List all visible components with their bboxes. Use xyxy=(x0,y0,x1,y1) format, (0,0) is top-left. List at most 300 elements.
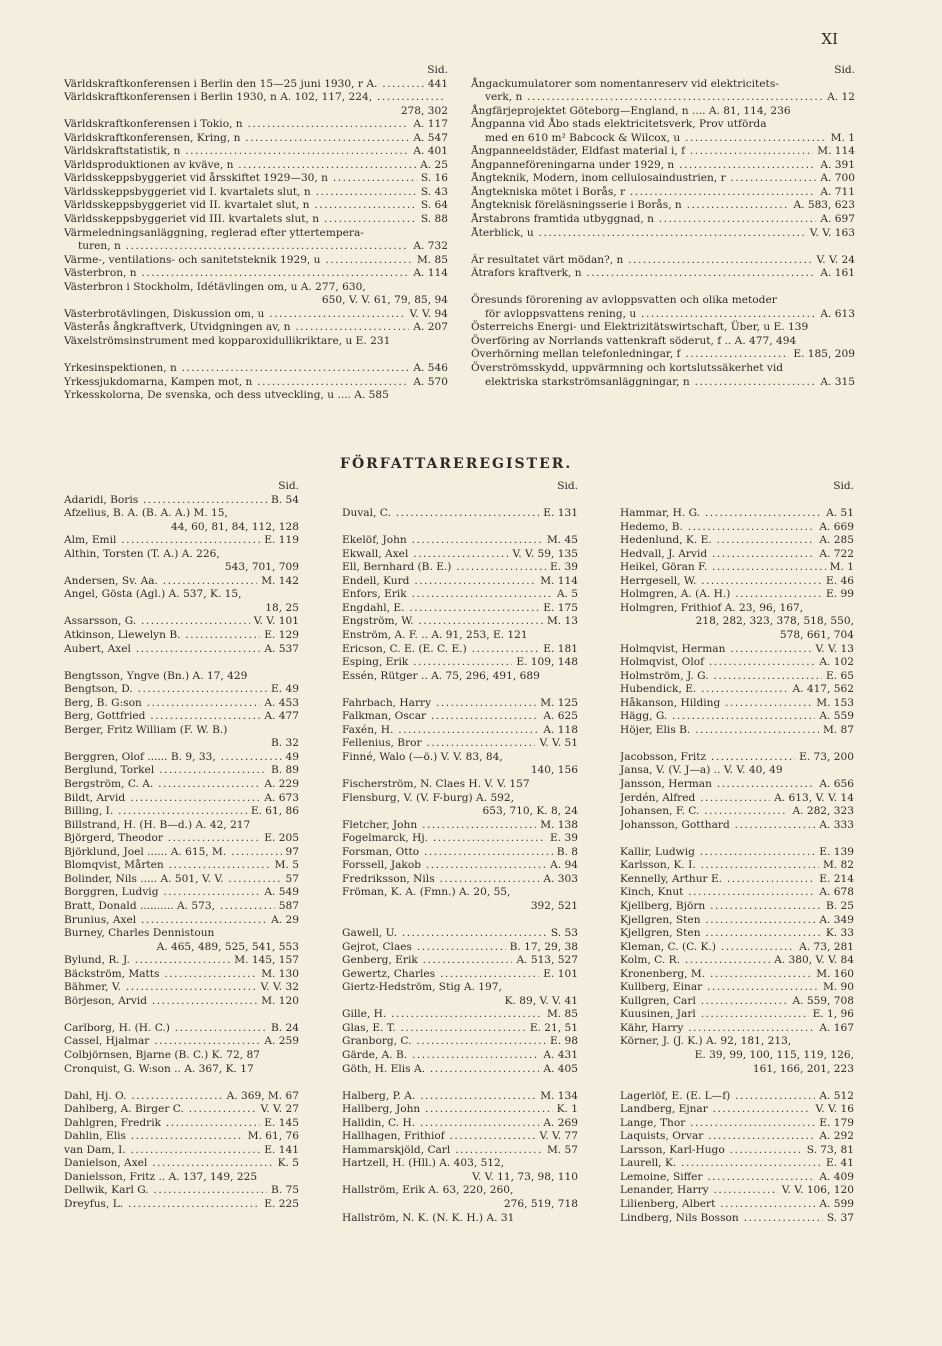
index-entry xyxy=(64,118,448,132)
page-reference: E. 145 xyxy=(264,1116,299,1129)
index-entry: Angel, Gösta (Agl.) A. 537, K. 15, xyxy=(64,588,242,601)
entry-text: Värme-, ventilations- och sanitetsteknik 1929, u ..... xyxy=(64,254,413,268)
page-reference: M. 114 xyxy=(540,574,578,587)
entry-text: Dahlgren, Fredrik ..... xyxy=(64,1117,260,1131)
page-reference: M. 138 xyxy=(540,818,578,831)
index-entry xyxy=(620,751,854,765)
entry-text: Enfors, Erik ..... xyxy=(342,588,553,602)
index-entry xyxy=(342,534,578,548)
page-reference: A. 315 xyxy=(820,375,855,388)
sid-header: Sid. xyxy=(833,480,854,492)
page-reference: M. 85 xyxy=(546,1008,578,1021)
spacer xyxy=(342,1076,578,1090)
entry-text: Kjellgren, Sten ..... xyxy=(620,914,815,928)
page-reference: S. 16 xyxy=(420,172,448,185)
entry-continuation: K. 89, V. V. 41 xyxy=(504,994,578,1007)
index-entry xyxy=(64,805,299,819)
entry-text: Gejrot, Claes ..... xyxy=(342,941,506,955)
entry-text: Forsman, Otto ..... xyxy=(342,846,553,860)
page-reference: 587 xyxy=(278,899,299,912)
entry-text: Falkman, Oscar ..... xyxy=(342,710,539,724)
index-entry xyxy=(342,697,578,711)
index-entry xyxy=(471,254,855,268)
index-entry xyxy=(342,1130,578,1144)
entry-text: Västerbron, n ..... xyxy=(64,267,409,281)
page-reference: A. 669 xyxy=(819,520,854,533)
entry-continuation: 218, 282, 323, 378, 518, 550, xyxy=(695,615,854,628)
entry-text: Lemoine, Siffer ..... xyxy=(620,1171,815,1185)
entry-text: Faxén, H. ..... xyxy=(342,724,539,738)
entry-text: Är resultatet värt mödan?, n ..... xyxy=(471,254,812,268)
page-reference: A. 431 xyxy=(543,1048,578,1061)
index-entry xyxy=(620,548,854,562)
index-entry xyxy=(620,1022,854,1036)
entry-text: Bratt, Donald .......... A. 573, ..... xyxy=(64,900,275,914)
entry-text: Holmström, J. G. ..... xyxy=(620,670,822,684)
entry-text: Endell, Kurd ..... xyxy=(342,575,536,589)
page-reference: V. V. 94 xyxy=(409,307,448,320)
entry-text: Glas, E. T. ..... xyxy=(342,1022,526,1036)
page-reference: A. 12 xyxy=(827,91,855,104)
index-entry: Flensburg, V. (V. F-burg) A. 592, xyxy=(342,791,515,804)
spacer xyxy=(64,1008,299,1022)
page-reference: E. 139 xyxy=(819,845,854,858)
index-entry xyxy=(64,643,299,657)
index-entry xyxy=(620,588,854,602)
index-entry xyxy=(620,724,854,738)
page-reference: E. 101 xyxy=(543,967,578,980)
entry-text: Göth, H. Elis A. ..... xyxy=(342,1063,539,1077)
page-reference: B. 89 xyxy=(271,764,299,777)
entry-list xyxy=(471,78,855,390)
index-entry: Jansa, V. (V. J—a) .. V. V. 40, 49 xyxy=(620,764,783,777)
page-reference: E. 41 xyxy=(826,1157,854,1170)
index-entry xyxy=(64,362,448,376)
spacer xyxy=(471,240,855,254)
page-reference: A. 207 xyxy=(413,321,448,334)
entry-text: Hedemo, B. ..... xyxy=(620,521,815,535)
entry-text: Världsskeppsbyggeriet vid årsskiftet 1929—30, n ..... xyxy=(64,172,417,186)
entry-text: Kennelly, Arthur E. ..... xyxy=(620,873,815,887)
index-entry: Hallström, N. K. (N. K. H.) A. 31 xyxy=(342,1211,515,1224)
index-entry xyxy=(64,575,299,589)
entry-text: Kjellgren, Sten ..... xyxy=(620,927,822,941)
index-entry xyxy=(471,376,855,390)
entry-text: för avloppsvattens rening, u ..... xyxy=(485,308,816,322)
index-entry xyxy=(471,91,855,105)
index-entry: Essén, Rütger .. A. 75, 296, 491, 689 xyxy=(342,669,540,682)
page-reference: A. 391 xyxy=(820,158,855,171)
index-entry xyxy=(342,602,578,616)
page-reference: A. 570 xyxy=(413,375,448,388)
entry-text: Världskraftkonferensen i Tokio, n ..... xyxy=(64,118,409,132)
index-entry: Värmeledningsanläggning, reglerad efter yttertempera- xyxy=(64,226,364,239)
page-reference: A. 417, 562 xyxy=(792,683,854,696)
entry-text: Kronenberg, M. ..... xyxy=(620,968,812,982)
page-reference: M. 125 xyxy=(540,696,578,709)
page-reference: A. 613 xyxy=(820,307,855,320)
entry-text: Borggren, Ludvig ..... xyxy=(64,886,260,900)
spacer xyxy=(342,914,578,928)
page-reference: A. 114 xyxy=(413,267,448,280)
subject-index-right-column xyxy=(471,64,855,389)
page-reference: S. 37 xyxy=(826,1211,854,1224)
entry-text: Gewertz, Charles ..... xyxy=(342,968,539,982)
page-reference: A. 401 xyxy=(413,145,448,158)
page-reference: M. 82 xyxy=(822,859,854,872)
page-reference: A. 409 xyxy=(819,1170,854,1183)
index-entry xyxy=(64,172,448,186)
page-reference: A. 229 xyxy=(264,778,299,791)
index-entry xyxy=(64,159,448,173)
index-entry xyxy=(64,494,299,508)
page-reference: A. 303 xyxy=(543,872,578,885)
index-entry: Afzelius, B. A. (B. A. A.) M. 15, xyxy=(64,507,228,520)
page-reference: S. 64 xyxy=(420,199,448,212)
entry-text: Herrgesell, W. ..... xyxy=(620,575,822,589)
index-entry: Ångpanna vid Åbo stads elektricitetsverk, Prov utförda xyxy=(471,118,767,131)
index-entry xyxy=(620,941,854,955)
page-reference: M. 57 xyxy=(546,1143,578,1156)
index-entry xyxy=(342,1049,578,1063)
entry-text: Ångpanneföreningarna under 1929, n ..... xyxy=(471,159,816,173)
entry-text: Bähmer, V. ..... xyxy=(64,981,256,995)
spacer xyxy=(64,656,299,670)
index-entry xyxy=(64,186,448,200)
page-reference: V. V. 27 xyxy=(260,1103,299,1116)
index-entry xyxy=(64,1198,299,1212)
spacer xyxy=(64,348,448,362)
page-reference: A. 512 xyxy=(819,1089,854,1102)
entry-text: Johansson, Gotthard ..... xyxy=(620,819,815,833)
entry-continuation: 276, 519, 718 xyxy=(503,1197,578,1210)
index-entry xyxy=(620,968,854,982)
index-entry xyxy=(64,778,299,792)
index-entry xyxy=(64,859,299,873)
entry-text: Duval, C. ..... xyxy=(342,507,539,521)
entry-text: Ångtekniska mötet i Borås, r ..... xyxy=(471,186,816,200)
index-entry: Öresunds förorening av avloppsvatten och olika metoder xyxy=(471,294,777,307)
entry-text: Bildt, Arvid ..... xyxy=(64,792,260,806)
page-reference: M. 13 xyxy=(546,615,578,628)
author-index-column-1 xyxy=(64,480,299,1212)
page-reference: A. 5 xyxy=(556,588,578,601)
index-entry xyxy=(471,186,855,200)
page-reference: E. 181 xyxy=(543,642,578,655)
page-reference: E. 214 xyxy=(819,872,854,885)
index-entry: Överströmsskydd, uppvärmning och kortslutssäkerhet vid xyxy=(471,362,784,375)
entry-text: Alm, Emil ..... xyxy=(64,534,260,548)
page-reference: A. 161 xyxy=(820,267,855,280)
entry-text: Kjellberg, Björn ..... xyxy=(620,900,822,914)
page-reference: 49 xyxy=(285,750,299,763)
index-entry xyxy=(64,240,448,254)
page-reference: E. 109, 148 xyxy=(516,656,578,669)
entry-text: Granborg, C. ..... xyxy=(342,1035,546,1049)
index-entry xyxy=(342,927,578,941)
entry-continuation: B. 32 xyxy=(271,737,299,750)
entry-continuation: E. 39, 99, 100, 115, 119, 126, xyxy=(694,1048,854,1061)
page-reference: A. 102 xyxy=(819,656,854,669)
index-entry xyxy=(64,846,299,860)
page-reference: V. V. 51 xyxy=(539,737,578,750)
page-reference: K. 5 xyxy=(277,1157,299,1170)
index-entry xyxy=(620,561,854,575)
index-entry xyxy=(64,792,299,806)
page-reference: M. 153 xyxy=(816,696,854,709)
entry-continuation: 18, 25 xyxy=(265,601,299,614)
entry-text: Hallberg, John ..... xyxy=(342,1103,553,1117)
index-entry xyxy=(620,805,854,819)
index-entry xyxy=(342,1063,578,1077)
entry-text: Björklund, Joel ...... A. 615, M. ..... xyxy=(64,846,282,860)
entry-text: Ekwall, Axel ..... xyxy=(342,548,508,562)
index-entry xyxy=(620,1157,854,1171)
page-reference: E. 21, 51 xyxy=(529,1021,578,1034)
entry-text: Lagerlöf, E. (E. L—f) ..... xyxy=(620,1090,815,1104)
index-entry xyxy=(342,968,578,982)
page-reference: A. 678 xyxy=(819,886,854,899)
entry-text: Halberg, P. A. ..... xyxy=(342,1090,536,1104)
index-entry xyxy=(64,615,299,629)
entry-text: Cassel, Hjalmar ..... xyxy=(64,1035,260,1049)
page-reference: E. 129 xyxy=(264,629,299,642)
index-entry xyxy=(64,1130,299,1144)
page-reference: B. 54 xyxy=(271,493,299,506)
index-entry xyxy=(471,213,855,227)
index-entry: Holmgren, Frithiof A. 23, 96, 167, xyxy=(620,601,804,614)
index-entry xyxy=(620,927,854,941)
entry-text: Esping, Erik ..... xyxy=(342,656,512,670)
entry-text: Engdahl, E. ..... xyxy=(342,602,539,616)
index-entry xyxy=(342,1090,578,1104)
index-entry: Finné, Walo (—ö.) V. V. 83, 84, xyxy=(342,750,503,763)
entry-text: Berggren, Olof ...... B. 9, 33, ..... xyxy=(64,751,282,765)
page-reference: E. 61, 86 xyxy=(250,805,299,818)
page-reference: A. 380, V. V. 84 xyxy=(774,954,854,967)
page-reference: A. 292 xyxy=(819,1130,854,1143)
page-reference: B. 75 xyxy=(271,1184,299,1197)
index-entry xyxy=(342,819,578,833)
spacer xyxy=(342,683,578,697)
entry-text: Fogelmarck, Hj. ..... xyxy=(342,832,546,846)
page-reference: V. V. 77 xyxy=(539,1130,578,1143)
page-reference: A. 547 xyxy=(413,131,448,144)
index-entry xyxy=(471,172,855,186)
entry-text: Fellenius, Bror ..... xyxy=(342,737,535,751)
index-entry xyxy=(64,764,299,778)
entry-text: Gawell, U. ..... xyxy=(342,927,547,941)
index-entry xyxy=(620,710,854,724)
index-entry: Fröman, K. A. (Fmn.) A. 20, 55, xyxy=(342,886,511,899)
page-reference: M. 85 xyxy=(416,253,448,266)
index-entry xyxy=(342,1103,578,1117)
entry-text: Hedenlund, K. E. ..... xyxy=(620,534,815,548)
entry-continuation: 161, 166, 201, 223 xyxy=(752,1062,854,1075)
index-entry xyxy=(64,213,448,227)
entry-list xyxy=(64,78,448,403)
entry-text: Holmqvist, Herman ..... xyxy=(620,643,811,657)
entry-text: Genberg, Erik ..... xyxy=(342,954,512,968)
page-reference: A. 477 xyxy=(264,710,299,723)
entry-text: Hägg, G. ..... xyxy=(620,710,815,724)
index-entry xyxy=(64,199,448,213)
index-entry xyxy=(342,1008,578,1022)
entry-text: Assarsson, G. ..... xyxy=(64,615,250,629)
index-entry xyxy=(342,873,578,887)
entry-text: Kinch, Knut ..... xyxy=(620,886,815,900)
entry-text: Fletcher, John ..... xyxy=(342,819,536,833)
entry-text: Berg, Gottfried ..... xyxy=(64,710,260,724)
entry-text: Andersen, Sv. Aa. ..... xyxy=(64,575,257,589)
page-reference: E. 99 xyxy=(826,588,854,601)
entry-text: Ell, Bernhard (B. E.) ..... xyxy=(342,561,546,575)
page-reference: V. V. 106, 120 xyxy=(781,1184,854,1197)
index-entry xyxy=(620,656,854,670)
index-entry xyxy=(342,1035,578,1049)
index-entry xyxy=(64,981,299,995)
page-reference: K. 1 xyxy=(556,1103,578,1116)
index-entry xyxy=(342,561,578,575)
entry-continuation: 543, 701, 709 xyxy=(224,561,299,574)
page-reference: S. 73, 81 xyxy=(806,1143,854,1156)
entry-text: Bäckström, Matts ..... xyxy=(64,968,257,982)
page-reference: A. 549 xyxy=(264,886,299,899)
page-reference: E. 205 xyxy=(264,832,299,845)
entry-text: verk, n ..... xyxy=(485,91,823,105)
entry-text: Carlborg, H. (H. C.) ..... xyxy=(64,1022,267,1036)
entry-continuation: 44, 60, 81, 84, 112, 128 xyxy=(170,520,299,533)
index-entry: Ångfärjeprojektet Göteborg—England, n .... A. 81, 114, 236 xyxy=(471,104,791,117)
index-entry xyxy=(64,78,448,92)
spacer xyxy=(342,494,578,508)
entry-text: Brunius, Axel ..... xyxy=(64,914,267,928)
page-reference: V. V. 24 xyxy=(816,253,855,266)
page-reference: A. 118 xyxy=(543,723,578,736)
index-entry xyxy=(620,575,854,589)
index-entry xyxy=(64,534,299,548)
index-entry xyxy=(64,1103,299,1117)
page-reference: M. 160 xyxy=(816,967,854,980)
index-entry xyxy=(342,507,578,521)
index-entry xyxy=(471,132,855,146)
index-entry xyxy=(64,254,448,268)
page-reference: E. 141 xyxy=(264,1143,299,1156)
entry-text: Lindberg, Nils Bosson ..... xyxy=(620,1212,823,1226)
page-reference: A. 613, V. V. 14 xyxy=(774,791,854,804)
entry-text: Jansson, Herman ..... xyxy=(620,778,815,792)
entry-text: Johansen, F. C. ..... xyxy=(620,805,788,819)
page-reference: A. 599 xyxy=(819,1197,854,1210)
entry-text: Kuusinen, Jarl ..... xyxy=(620,1008,809,1022)
page-reference: S. 43 xyxy=(420,185,448,198)
index-entry xyxy=(342,548,578,562)
page-reference: A. 94 xyxy=(550,859,578,872)
entry-text: Ångpanneeldstäder, Eldfast material i, f ..... xyxy=(471,145,813,159)
index-entry: Berger, Fritz William (F. W. B.) xyxy=(64,723,228,736)
index-entry: Enström, A. F. .. A. 91, 253, E. 121 xyxy=(342,629,528,642)
page-reference: A. 656 xyxy=(819,778,854,791)
page-reference: E. 49 xyxy=(271,683,299,696)
spacer xyxy=(620,832,854,846)
entry-text: Fredriksson, Nils ..... xyxy=(342,873,539,887)
index-entry xyxy=(620,914,854,928)
page-reference: M. 5 xyxy=(274,859,299,872)
index-entry xyxy=(471,145,855,159)
entry-text: Lilienberg, Albert ..... xyxy=(620,1198,815,1212)
index-entry xyxy=(342,832,578,846)
index-entry xyxy=(64,1117,299,1131)
entry-list xyxy=(64,494,299,1212)
entry-text: Kleman, C. (C. K.) ..... xyxy=(620,941,795,955)
entry-text: Halldin, C. H. ..... xyxy=(342,1117,539,1131)
page-reference: M. 1 xyxy=(830,131,855,144)
entry-continuation: V. V. 11, 73, 98, 110 xyxy=(472,1170,578,1183)
page-reference: A. 537 xyxy=(264,642,299,655)
page-reference: A. 51 xyxy=(826,507,854,520)
entry-text: Världskraftkonferensen, Kring, n ..... xyxy=(64,132,409,146)
entry-text: Kähr, Harry ..... xyxy=(620,1022,815,1036)
index-entry xyxy=(64,1157,299,1171)
index-entry xyxy=(342,941,578,955)
entry-text: Årstabrons framtida utbyggnad, n ..... xyxy=(471,213,816,227)
entry-text: Engström, W. ..... xyxy=(342,615,543,629)
page-reference: A. 117 xyxy=(413,118,448,131)
entry-text: Världsskeppsbyggeriet vid II. kvartalet slut, n ..... xyxy=(64,199,417,213)
entry-text: Forssell, Jakob ..... xyxy=(342,859,546,873)
entry-text: Världskraftkonferensen i Berlin 1930, n A. 102, 117, 224, ..... xyxy=(64,91,444,105)
index-entry xyxy=(620,954,854,968)
index-entry xyxy=(64,710,299,724)
entry-text: Berglund, Torkel ..... xyxy=(64,764,267,778)
entry-list xyxy=(342,494,578,1226)
page-reference: M. 45 xyxy=(546,534,578,547)
index-entry xyxy=(471,348,855,362)
index-entry xyxy=(342,575,578,589)
entry-text: Ångteknik, Modern, inom cellulosaindustrien, r ..... xyxy=(471,172,816,186)
page-reference: V. V. 101 xyxy=(253,615,299,628)
index-entry xyxy=(471,159,855,173)
index-entry: Cronquist, G. W:son .. A. 367, K. 17 xyxy=(64,1062,254,1075)
entry-text: Världskraftstatistik, n ..... xyxy=(64,145,409,159)
author-index-column-3 xyxy=(620,480,854,1225)
index-entry xyxy=(64,91,448,105)
page-reference: A. 697 xyxy=(820,213,855,226)
entry-text: Kallir, Ludwig ..... xyxy=(620,846,815,860)
entry-text: Dellwik, Karl G. ..... xyxy=(64,1184,267,1198)
index-entry xyxy=(471,199,855,213)
page-reference: A. 732 xyxy=(413,240,448,253)
entry-text: Heikel, Göran F. ..... xyxy=(620,561,826,575)
page-reference: A. 167 xyxy=(819,1021,854,1034)
page-reference: E. 225 xyxy=(264,1197,299,1210)
index-entry xyxy=(64,751,299,765)
index-entry xyxy=(64,267,448,281)
page-number: XI xyxy=(821,30,838,48)
index-entry xyxy=(64,968,299,982)
entry-text: Ätrafors kraftverk, n ..... xyxy=(471,267,816,281)
index-entry xyxy=(64,1022,299,1036)
author-index-column-2 xyxy=(342,480,578,1225)
entry-text: Världsskeppsbyggeriet vid I. kvartalets slut, n ..... xyxy=(64,186,417,200)
index-entry xyxy=(64,132,448,146)
index-entry xyxy=(620,859,854,873)
page-reference: A. 73, 281 xyxy=(799,940,854,953)
index-entry: Ångackumulatorer som nomentanreserv vid elektricitets- xyxy=(471,77,779,90)
page-reference: E. 46 xyxy=(826,574,854,587)
page-reference: S. 53 xyxy=(550,927,578,940)
page-reference: A. 711 xyxy=(820,185,855,198)
